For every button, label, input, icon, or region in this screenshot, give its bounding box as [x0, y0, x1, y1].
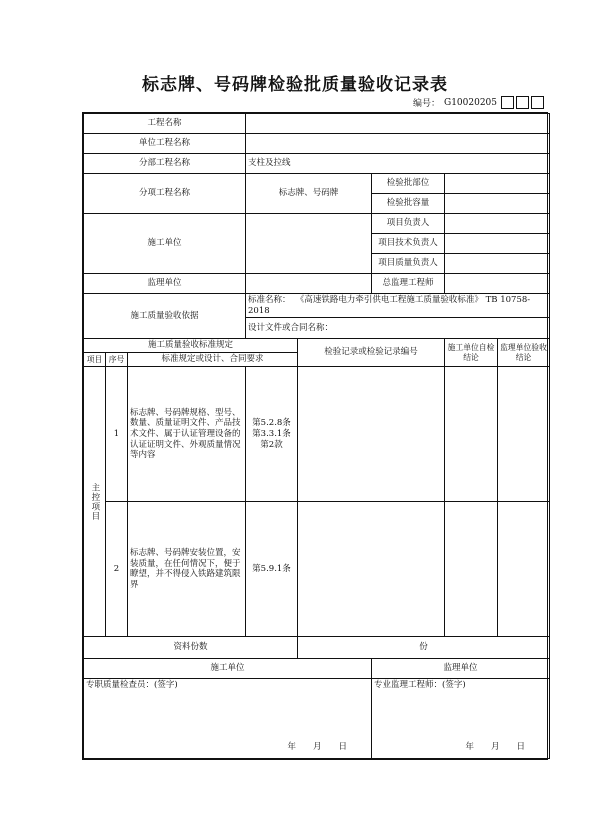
code-box[interactable]	[516, 96, 529, 109]
tech-leader-label: 项目技术负责人	[372, 234, 445, 254]
spec-group-header: 施工质量验收标准规定	[84, 339, 298, 353]
req-header: 标准规定或设计、合同要求	[128, 353, 298, 367]
project-name-field[interactable]	[246, 114, 550, 134]
project-leader-field[interactable]	[445, 214, 550, 234]
item-record-field[interactable]	[298, 367, 445, 502]
record-header: 检验记录或检验记录编号	[298, 339, 445, 367]
batch-capacity-field[interactable]	[445, 194, 550, 214]
project-leader-label: 项目负责人	[372, 214, 445, 234]
footer-supervision-label: 监理单位	[372, 659, 550, 679]
item-clause: 第5.9.1条	[246, 502, 298, 637]
page-title: 标志牌、号码牌检验批质量验收记录表	[142, 75, 448, 95]
supervision-unit-field[interactable]	[246, 274, 372, 294]
inspector-date: 年 月 日	[287, 741, 347, 752]
supervision-check-header: 监理单位验收结论	[498, 339, 550, 367]
engineer-signature-area[interactable]	[372, 679, 550, 759]
item-supervision-field[interactable]	[498, 367, 550, 502]
code-value: G10020205	[444, 97, 497, 108]
materials-label: 资料份数	[84, 637, 298, 659]
code-box[interactable]	[501, 96, 514, 109]
item-record-field[interactable]	[298, 502, 445, 637]
unit-project-label: 单位工程名称	[84, 134, 246, 154]
self-check-header: 施工单位自检结论	[445, 339, 498, 367]
batch-capacity-label: 检验批容量	[372, 194, 445, 214]
tech-leader-field[interactable]	[445, 234, 550, 254]
construction-unit-field[interactable]	[246, 214, 372, 274]
sub-project-label: 分部工程名称	[84, 154, 246, 174]
inspector-label: 专职质量检查员：(签字)	[86, 680, 178, 691]
item-project-field[interactable]: 标志牌、号码牌	[246, 174, 372, 214]
code-box[interactable]	[531, 96, 544, 109]
item-requirement: 标志牌、号码牌规格、型号、数量、质量证明文件、产品技术文件、属于认证管理设备的认证证明文件、外观质量情况等内容	[128, 367, 246, 502]
item-self-check-field[interactable]	[445, 502, 498, 637]
engineer-label: 专业监理工程师：(签字)	[374, 680, 466, 691]
engineer-date: 年 月 日	[465, 741, 525, 752]
quality-leader-label: 项目质量负责人	[372, 254, 445, 274]
code-label: 编号：	[412, 99, 440, 109]
quality-basis-label: 施工质量验收依据	[84, 294, 246, 339]
standard-row	[246, 294, 550, 318]
record-sheet	[82, 112, 548, 760]
materials-unit: 份	[298, 637, 550, 659]
item-no: 2	[106, 502, 128, 637]
batch-location-label: 检验批部位	[372, 174, 445, 194]
item-header: 项目	[84, 353, 106, 367]
item-requirement: 标志牌、号码牌安装位置，安装质量，在任何情况下，便于瞭望，并不得侵入铁路建筑限界	[128, 502, 246, 637]
standard-label: 标准名称：	[248, 295, 291, 305]
unit-project-field[interactable]	[246, 134, 550, 154]
design-docs-field[interactable]: 设计文件或合同名称：	[246, 318, 550, 339]
item-clause: 第5.2.8条 第3.3.1条 第2款	[246, 367, 298, 502]
item-self-check-field[interactable]	[445, 367, 498, 502]
item-no: 1	[106, 367, 128, 502]
chief-engineer-field[interactable]	[445, 274, 550, 294]
batch-location-field[interactable]	[445, 174, 550, 194]
construction-unit-label: 施工单位	[84, 214, 246, 274]
code-boxes	[501, 96, 544, 109]
form-code	[413, 96, 544, 109]
quality-leader-field[interactable]	[445, 254, 550, 274]
seq-header: 序号	[106, 353, 128, 367]
sub-project-field[interactable]: 支柱及拉线	[246, 154, 550, 174]
item-supervision-field[interactable]	[498, 502, 550, 637]
chief-engineer-label: 总监理工程师	[372, 274, 445, 294]
item-project-label: 分项工程名称	[84, 174, 246, 214]
standard-value: 《高速铁路电力牵引供电工程施工质量验收标准》 TB 10758-2018	[248, 295, 531, 316]
supervision-unit-label: 监理单位	[84, 274, 246, 294]
inspector-signature-area[interactable]	[84, 679, 372, 759]
footer-construction-label: 施工单位	[84, 659, 372, 679]
project-name-label: 工程名称	[84, 114, 246, 134]
main-control-label: 主控项目	[84, 367, 106, 637]
